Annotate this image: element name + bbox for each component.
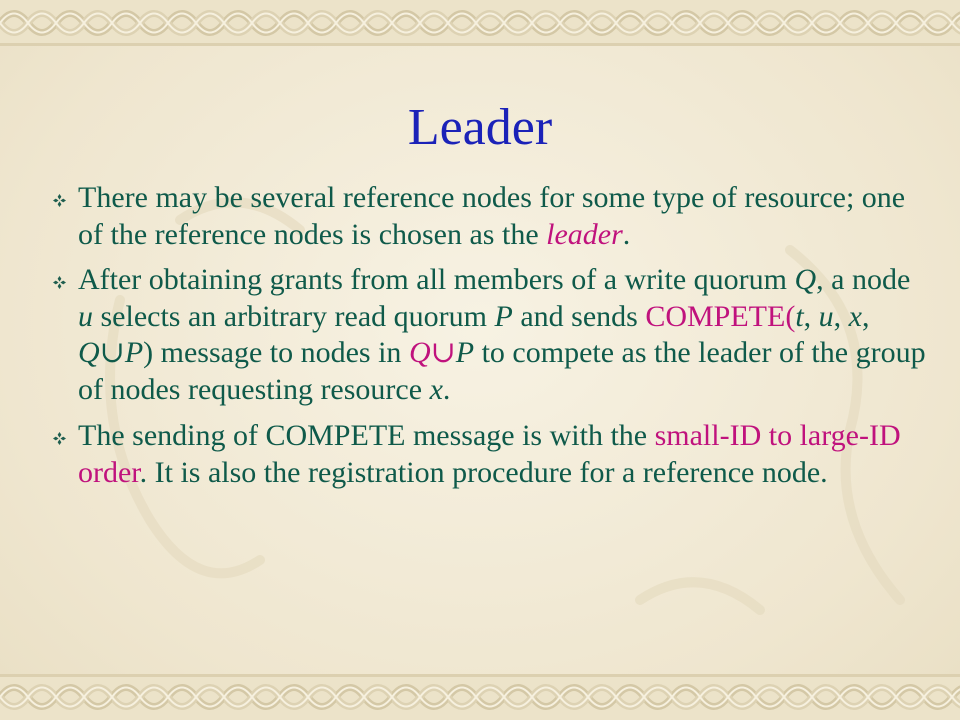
separator: , [861,299,870,333]
four-diamond-bullet-icon [53,276,66,289]
separator: , [833,299,849,333]
var-q: Q [78,336,100,369]
highlight-text: small-ID to large-ID order [78,419,901,489]
bullet-text: to compete as the leader of the group of nodes requesting resource [78,336,926,406]
bullet-list [48,180,928,500]
bullet-text: There may be several reference nodes for some type of resource; one of the reference nodes is chosen as the [78,181,906,251]
union-symbol: ∪ [99,336,125,369]
var-q: Q [408,336,431,369]
separator: , [803,299,819,333]
union-symbol: ∪ [430,336,456,369]
compete-message [645,300,795,333]
bullet-text: selects an arbitrary read quorum [93,299,495,333]
bullet-item [48,180,928,253]
var-p: P [124,336,144,369]
bullet-text: message to nodes in [153,336,409,369]
var-p: P [494,299,513,333]
emphasis-text: leader [546,217,623,251]
var-t: t [795,299,804,333]
four-diamond-bullet-icon [53,194,66,207]
compete-close: ) [143,336,154,369]
bottom-decorative-border [0,674,960,720]
bullet-text: After obtaining grants from all members of a write quorum [78,263,795,296]
var-u: u [818,299,834,333]
bullet-item [48,262,928,408]
var-u: u [78,299,93,333]
bullet-text: . It is also the registration procedure for a reference node. [139,455,828,489]
bullet-item [48,418,928,491]
compete-open: COMPETE( [645,299,796,333]
four-diamond-bullet-icon [53,432,66,445]
var-p: P [455,336,475,369]
bullet-text: . [622,217,631,251]
var-x: x [429,372,443,406]
bullet-text: and sends [512,299,646,333]
bullet-text: . [442,372,451,406]
var-x: x [848,299,862,333]
var-q: Q [794,263,817,296]
bullet-text: , a node [816,263,911,296]
slide-title: Leader [407,99,553,156]
bullet-text: The sending of COMPETE message is with the [78,419,655,452]
top-decorative-border [0,0,960,46]
